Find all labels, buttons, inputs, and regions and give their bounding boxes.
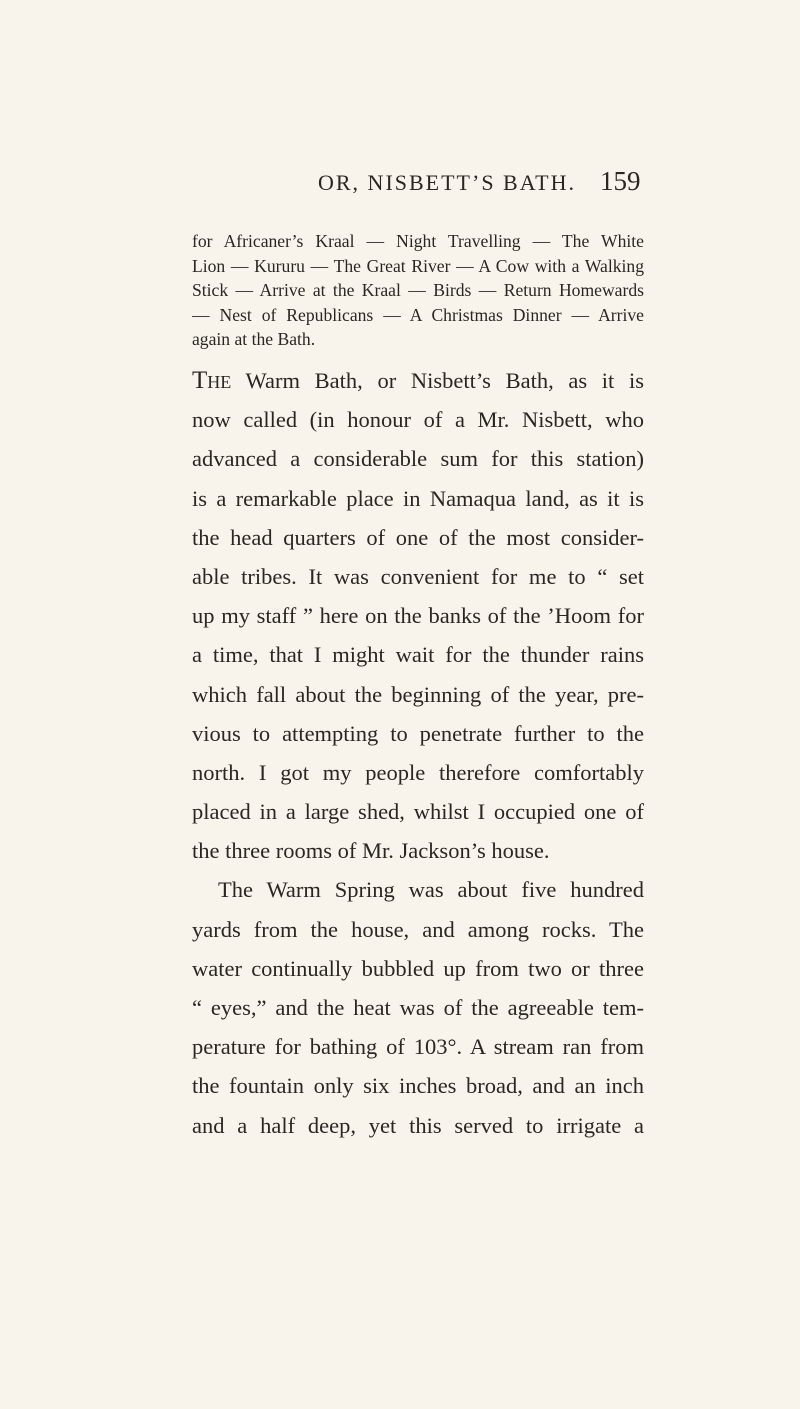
synopsis-line: again at the Bath. (192, 329, 316, 349)
running-head (0, 166, 800, 210)
paragraph-line: now called (in honour of a Mr. Nisbett, who (192, 407, 644, 433)
paragraph-line: and a half deep, yet this served to irrigate a (192, 1112, 644, 1138)
paragraph-line-first (192, 361, 644, 400)
paragraph-line: the head quarters of one of the most consider- (192, 524, 644, 550)
paragraph-line: up my staff ” here on the banks of the ’Hoom for (192, 603, 644, 629)
paragraph-line: placed in a large shed, whilst I occupied one of (192, 799, 644, 825)
paragraph-line: advanced a considerable sum for this station) (192, 446, 644, 472)
paragraph-line: is a remarkable place in Namaqua land, as it is (192, 485, 644, 511)
paragraph-line: north. I got my people therefore comfortably (192, 759, 644, 785)
paragraph-line: perature for bathing of 103°. A stream ran from (192, 1034, 644, 1060)
synopsis-line: Stick — Arrive at the Kraal — Birds — Return Homewards (192, 280, 644, 300)
synopsis-line: — Nest of Republicans — A Christmas Dinner — Arrive (192, 304, 644, 325)
paragraph-line: water continually bubbled up from two or three (192, 955, 644, 981)
paragraph-line: which fall about the beginning of the year, pre- (192, 681, 644, 707)
synopsis-line: Lion — Kururu — The Great River — A Cow with a Walking (192, 255, 644, 276)
paragraph-line: vious to attempting to penetrate further to the (192, 720, 644, 746)
paragraph-line: yards from the house, and among rocks. The (192, 916, 644, 942)
paragraph-line: “ eyes,” and the heat was of the agreeable tem- (192, 995, 644, 1020)
paragraph-line: the fountain only six inches broad, and an inch (192, 1073, 644, 1099)
paragraph-line: able tribes. It was convenient for me to “ set (192, 563, 644, 589)
page-number: 159 (600, 166, 641, 196)
paragraph-line-text: Warm Bath, or Nisbett’s Bath, as it is (245, 368, 644, 393)
opening-word: The (192, 367, 232, 394)
chapter-synopsis (192, 229, 644, 352)
paragraph-line: the three rooms of Mr. Jackson’s house. (192, 838, 550, 864)
running-title: OR, NISBETT’S BATH. (318, 170, 577, 195)
paragraph-line: a time, that I might wait for the thunder rains (192, 642, 644, 668)
paragraph-line: The Warm Spring was about five hundred (218, 877, 644, 903)
synopsis-line: for Africaner’s Kraal — Night Travelling — The White (192, 231, 644, 251)
body-text (192, 361, 644, 1145)
